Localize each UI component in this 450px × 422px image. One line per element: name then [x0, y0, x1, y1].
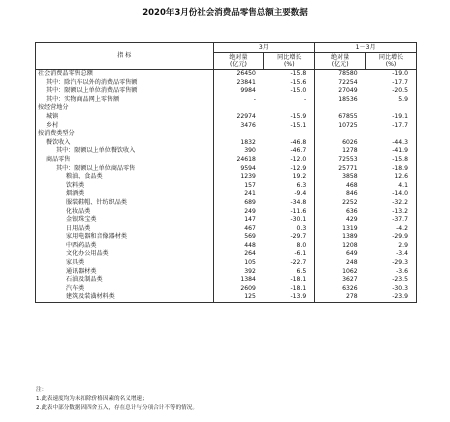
- row-label: 其中：除汽车以外的消费品零售额: [36, 79, 214, 88]
- q1-growth-cell: [366, 104, 417, 113]
- march-amount-cell: 249: [244, 207, 256, 215]
- q1-growth-cell: -3.6: [366, 268, 417, 277]
- row-label: 通讯器材类: [36, 268, 214, 277]
- q1-amount-cell: 1208: [342, 241, 358, 249]
- march-growth-cell: [264, 130, 315, 139]
- row-label: 餐饮收入: [36, 139, 214, 148]
- march-growth-cell: -15.0: [264, 87, 315, 96]
- row-label: 其中：限额以上单位消费品零售额: [36, 87, 214, 96]
- march-amount-cell: 105: [244, 259, 256, 267]
- table-row: [36, 259, 417, 268]
- row-label: 服装鞋帽、针纺织品类: [36, 199, 214, 208]
- note-line: 1.此表速度均为未扣除价格因素的名义增速；: [36, 396, 148, 402]
- table-row: [36, 122, 417, 131]
- table-row: [36, 173, 417, 182]
- q1-header: 1－3月: [315, 43, 417, 53]
- table-row: [36, 293, 417, 302]
- q1-growth-cell: -37.7: [366, 216, 417, 225]
- march-growth-cell: 0.3: [264, 225, 315, 234]
- q1-growth-cell: -18.9: [366, 165, 417, 174]
- row-label: 建筑及装潢材料类: [36, 293, 214, 302]
- q1-amount-cell: 649: [345, 250, 358, 258]
- march-growth-cell: -12.0: [264, 156, 315, 165]
- march-growth-cell: -30.1: [264, 216, 315, 225]
- q1-amount-cell: 25771: [338, 164, 358, 172]
- table-row: [36, 130, 417, 139]
- q1-growth-cell: 12.6: [366, 173, 417, 182]
- table-row: [36, 104, 417, 113]
- q1-growth-cell: -44.3: [366, 139, 417, 148]
- march-growth-cell: -46.7: [264, 147, 315, 156]
- table-row: [36, 225, 417, 234]
- march-amount-cell: 26450: [236, 70, 256, 77]
- q1-amount-cell: 1389: [342, 233, 358, 241]
- table-row: [36, 165, 417, 174]
- note-line: 2.此表中部分数据因四舍五入，存在总计与分项合计不等的情况。: [36, 405, 198, 411]
- q1-amount-cell: 636: [345, 207, 358, 215]
- q1-growth-cell: -32.2: [366, 199, 417, 208]
- row-label: 家用电器和音像器材类: [36, 233, 214, 242]
- table-row: [36, 182, 417, 191]
- q1-growth-cell: 4.1: [366, 182, 417, 191]
- table-row: [36, 250, 417, 259]
- q1-amount-cell: 6326: [342, 284, 358, 292]
- q1-amount-cell: 278: [315, 293, 366, 302]
- march-growth-cell: -: [264, 96, 315, 105]
- march-amount-cell: 24618: [236, 155, 256, 163]
- table-row: [36, 156, 417, 165]
- q1-growth-cell: -30.3: [366, 285, 417, 294]
- q1-growth-cell: -19.0: [366, 70, 417, 79]
- q1-growth-cell: 5.9: [366, 96, 417, 105]
- table-row: [36, 276, 417, 285]
- march-amount-cell: 147: [244, 216, 256, 224]
- q1-amount-cell: 27049: [338, 87, 358, 95]
- march-amount-cell: 390: [244, 147, 256, 155]
- q1-amount-cell: 3858: [342, 173, 358, 181]
- row-label: 其中：限额以上单位餐饮收入: [36, 147, 214, 156]
- q1-amount-cell: 67855: [338, 112, 358, 120]
- table-row: [36, 113, 417, 122]
- row-label: 化妆品类: [36, 208, 214, 217]
- march-amount-cell: 467: [244, 224, 256, 232]
- table-row: [36, 233, 417, 242]
- row-label: 其中：实物商品网上零售额: [36, 96, 214, 105]
- march-growth-cell: -18.1: [264, 276, 315, 285]
- row-label: 社会消费品零售总额: [36, 70, 214, 79]
- march-amount-cell: 2609: [240, 284, 256, 292]
- march-amount-cell: 23841: [236, 78, 256, 86]
- table-row: [36, 79, 417, 88]
- march-amount-cell: -: [253, 95, 256, 103]
- march-growth-cell: 8.0: [264, 242, 315, 251]
- q1-growth-cell: -4.2: [366, 225, 417, 234]
- q1-amount-cell: 248: [345, 259, 358, 267]
- march-growth-cell: -18.1: [264, 285, 315, 294]
- march-growth-cell: 6.5: [264, 268, 315, 277]
- table-row: [36, 216, 417, 225]
- row-label: 烟酒类: [36, 190, 214, 199]
- q1-amount-cell: 429: [345, 216, 358, 224]
- march-growth-cell: 19.2: [264, 173, 315, 182]
- q1-amount-cell: 3627: [342, 276, 358, 284]
- table-row: [36, 190, 417, 199]
- table-title: 2020年3月份社会消费品零售总额主要数据: [142, 8, 308, 18]
- q1-growth-cell: -29.9: [366, 233, 417, 242]
- row-label: 商品零售: [36, 156, 214, 165]
- march-growth-cell: -11.6: [264, 208, 315, 217]
- march-amount-cell: 689: [244, 198, 256, 206]
- march-growth-cell: -15.8: [264, 70, 315, 79]
- q1-growth-cell: -20.5: [366, 87, 417, 96]
- q1-growth-cell: -29.3: [366, 259, 417, 268]
- row-label: 文化办公用品类: [36, 250, 214, 259]
- note-line: 注：: [36, 387, 48, 393]
- q1-amount-header: [315, 53, 366, 70]
- march-amount-cell: 264: [244, 250, 256, 258]
- q1-growth-cell: 2.9: [366, 242, 417, 251]
- march-growth-cell: -6.1: [264, 250, 315, 259]
- q1-growth-cell: -41.9: [366, 147, 417, 156]
- q1-growth-cell: [366, 130, 417, 139]
- row-label: 家具类: [36, 259, 214, 268]
- march-growth-cell: -46.8: [264, 139, 315, 148]
- row-label: 按经营地分: [36, 104, 214, 113]
- row-label: 粮油、食品类: [36, 173, 214, 182]
- table-row: [36, 208, 417, 217]
- march-growth-cell: -9.4: [264, 190, 315, 199]
- table-row: [36, 268, 417, 277]
- march-amount-cell: 241: [244, 190, 256, 198]
- row-label: 城镇: [36, 113, 214, 122]
- row-label: 日用品类: [36, 225, 214, 234]
- q1-growth-cell: -23.9: [366, 293, 417, 302]
- march-header: 3月: [213, 43, 315, 53]
- march-amount-cell: 22974: [236, 112, 256, 120]
- q1-growth-cell: -15.8: [366, 156, 417, 165]
- q1-amount-cell: 10725: [338, 121, 358, 129]
- march-amount-cell: 9984: [240, 87, 256, 95]
- march-growth-cell: -29.7: [264, 233, 315, 242]
- row-label: 其中：限额以上单位商品零售: [36, 165, 214, 174]
- header-label: 同比增长 (%): [378, 53, 404, 68]
- table-row: [36, 147, 417, 156]
- march-growth-header: [264, 53, 315, 70]
- row-label: 乡村: [36, 122, 214, 131]
- march-amount-header: [213, 53, 264, 70]
- q1-amount-cell: 846: [345, 190, 358, 198]
- q1-amount-cell: 1062: [342, 267, 358, 275]
- q1-growth-cell: -3.4: [366, 250, 417, 259]
- march-growth-cell: -12.9: [264, 165, 315, 174]
- indicator-header: 指 标: [36, 43, 214, 70]
- header-label: 绝对量 (亿元): [229, 53, 248, 68]
- march-growth-cell: [264, 104, 315, 113]
- march-amount-cell: 1832: [240, 138, 256, 146]
- q1-growth-cell: -17.7: [366, 79, 417, 88]
- march-amount-cell: [213, 104, 264, 113]
- q1-amount-cell: 18536: [338, 95, 358, 103]
- row-label: 汽车类: [36, 285, 214, 294]
- march-amount-cell: 1384: [240, 276, 256, 284]
- march-amount-cell: 9594: [240, 164, 256, 172]
- table-row: [36, 70, 417, 79]
- row-label: 饮料类: [36, 182, 214, 191]
- table-row: [36, 87, 417, 96]
- footnotes: [36, 386, 198, 413]
- q1-amount-cell: 468: [345, 181, 358, 189]
- table-row: [36, 96, 417, 105]
- table-row: [36, 199, 417, 208]
- q1-amount-cell: 72254: [338, 78, 358, 86]
- march-growth-cell: -15.6: [264, 79, 315, 88]
- header-label: 绝对量 (亿元): [331, 53, 350, 68]
- march-amount-cell: [213, 130, 264, 139]
- q1-amount-cell: [315, 104, 366, 113]
- row-label: 金银珠宝类: [36, 216, 214, 225]
- header-label: 同比增长 (%): [277, 53, 302, 68]
- retail-sales-table: [35, 42, 417, 303]
- march-amount-cell: 569: [244, 233, 256, 241]
- row-label: 按消费类型分: [36, 130, 214, 139]
- q1-growth-cell: -14.0: [366, 190, 417, 199]
- march-amount-cell: 448: [244, 241, 256, 249]
- march-growth-cell: -22.7: [264, 259, 315, 268]
- q1-amount-cell: 1278: [342, 147, 358, 155]
- q1-growth-header: [366, 53, 417, 70]
- q1-amount-cell: 72553: [338, 155, 358, 163]
- march-amount-cell: 3476: [240, 121, 256, 129]
- q1-amount-cell: [315, 130, 366, 139]
- q1-amount-cell: 78580: [338, 70, 358, 77]
- march-amount-cell: 1239: [240, 173, 256, 181]
- row-label: 石油及制品类: [36, 276, 214, 285]
- march-amount-cell: 125: [213, 293, 264, 302]
- row-label: 中西药品类: [36, 242, 214, 251]
- q1-growth-cell: -19.1: [366, 113, 417, 122]
- march-amount-cell: 157: [244, 181, 256, 189]
- q1-growth-cell: -23.5: [366, 276, 417, 285]
- march-growth-cell: 6.3: [264, 182, 315, 191]
- march-amount-cell: 392: [244, 267, 256, 275]
- march-growth-cell: -15.1: [264, 122, 315, 131]
- march-growth-cell: -34.8: [264, 199, 315, 208]
- q1-growth-cell: -17.7: [366, 122, 417, 131]
- q1-amount-cell: 6026: [342, 138, 358, 146]
- march-growth-cell: -15.9: [264, 113, 315, 122]
- march-growth-cell: -13.9: [264, 293, 315, 302]
- q1-growth-cell: -13.2: [366, 208, 417, 217]
- q1-amount-cell: 1319: [342, 224, 358, 232]
- q1-amount-cell: 2252: [342, 198, 358, 206]
